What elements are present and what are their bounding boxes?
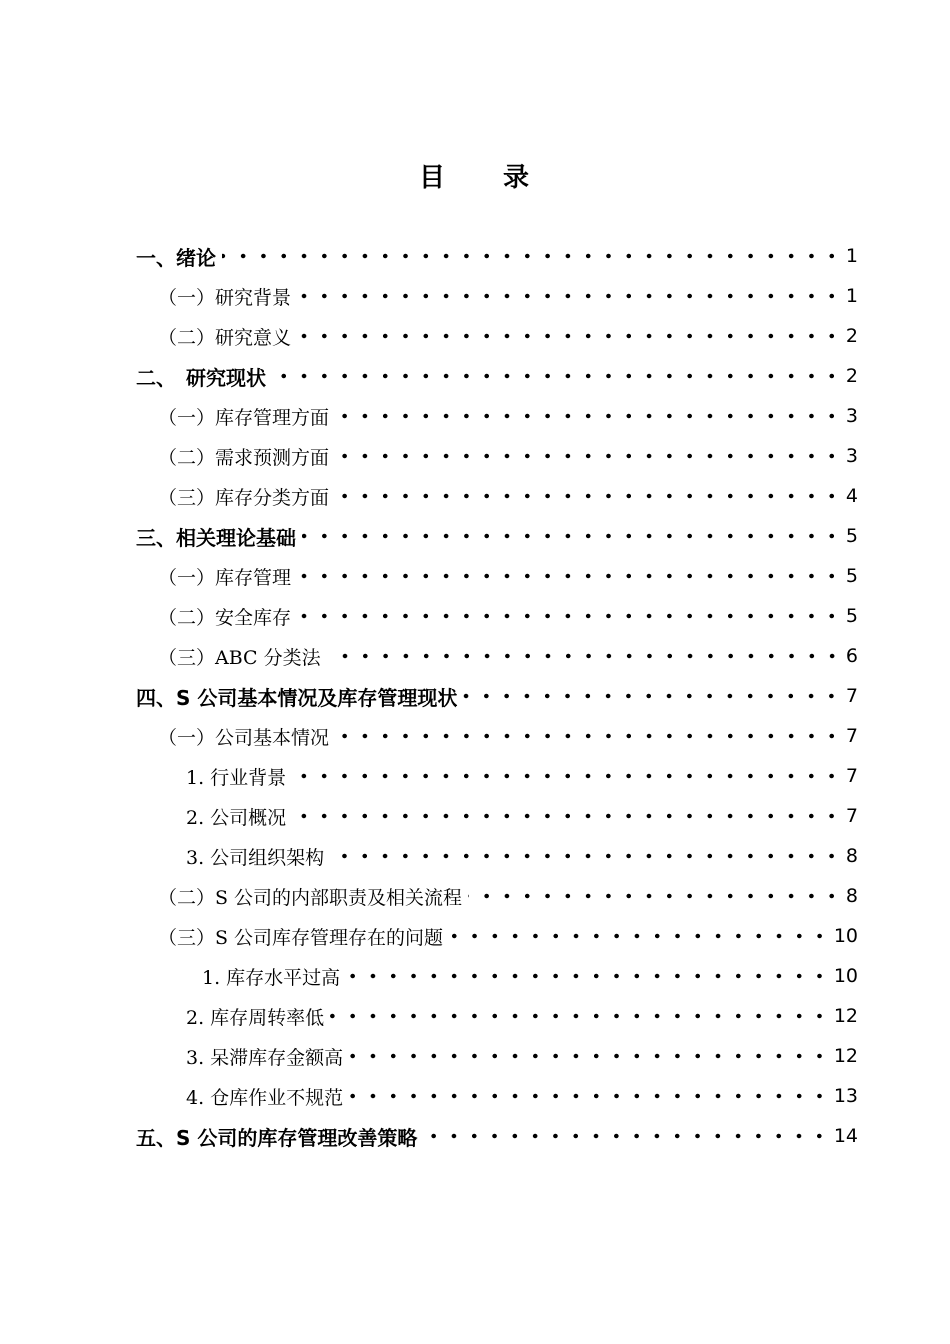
toc-entry-section[interactable] — [136, 876, 858, 916]
toc-page-number: 10 — [833, 925, 858, 947]
dot-leader — [349, 1053, 830, 1059]
toc-page-number: 13 — [833, 1085, 858, 1107]
dot-leader — [297, 333, 842, 339]
toc-entry-label: （三）库存分类方面 — [158, 486, 330, 509]
toc-page-number: 2 — [845, 365, 858, 387]
toc-entry-label: （一）研究背景 — [158, 286, 292, 309]
toc-page-number: 5 — [845, 565, 858, 587]
toc-entry-label: （二）研究意义 — [158, 326, 292, 349]
dot-leader — [272, 373, 842, 379]
toc-entry-label: 五、S 公司的库存管理改善策略 — [136, 1125, 418, 1150]
toc-entry-label: （一）库存管理 — [158, 566, 292, 589]
toc-page-number: 2 — [845, 325, 858, 347]
toc-entry-chapter-3[interactable] — [136, 516, 858, 556]
toc-entry-label: （二）S 公司的内部职责及相关流程 — [158, 886, 463, 909]
toc-entry-label: 3. 呆滞库存金额高 — [186, 1046, 344, 1069]
dot-leader — [297, 613, 842, 619]
dot-leader — [335, 453, 842, 459]
toc-entry-label: 1. 行业背景 — [186, 766, 287, 789]
dot-leader — [449, 933, 830, 939]
toc-page-number: 14 — [833, 1125, 858, 1147]
page-title: 目 录 — [418, 163, 531, 193]
toc-page-number: 12 — [833, 1005, 858, 1027]
toc-entry-section[interactable] — [136, 596, 858, 636]
toc-page-number: 10 — [833, 965, 858, 987]
toc-page-number: 5 — [845, 525, 858, 547]
dot-leader — [330, 1013, 830, 1019]
toc-entry-label: 四、S 公司基本情况及库存管理现状 — [136, 685, 458, 710]
toc-entry-label: （一）公司基本情况 — [158, 726, 330, 749]
toc-page-number: 3 — [845, 445, 858, 467]
toc-page-number: 12 — [833, 1045, 858, 1067]
toc-page-number: 4 — [845, 485, 858, 507]
toc-entry-subsection[interactable] — [136, 956, 858, 996]
toc-entry-label: 一、绪论 — [136, 245, 216, 270]
dot-leader — [468, 893, 842, 899]
toc-entry-section[interactable] — [136, 436, 858, 476]
toc-page-number: 7 — [845, 765, 858, 787]
toc-page-number: 1 — [845, 245, 858, 267]
toc-page-number: 7 — [845, 685, 858, 707]
table-of-contents — [136, 236, 858, 1156]
toc-entry-label: 三、相关理论基础 — [136, 525, 296, 550]
toc-entry-label: （三）ABC 分类法 — [158, 646, 321, 669]
dot-leader — [327, 653, 842, 659]
toc-page-number: 7 — [845, 805, 858, 827]
toc-entry-section[interactable] — [136, 276, 858, 316]
toc-entry-label: （二）需求预测方面 — [158, 446, 330, 469]
dot-leader — [297, 293, 842, 299]
toc-entry-section[interactable] — [136, 396, 858, 436]
toc-entry-subsection[interactable] — [136, 756, 858, 796]
toc-page-number: 8 — [845, 885, 858, 907]
toc-entry-section[interactable] — [136, 916, 858, 956]
toc-entry-label: 1. 库存水平过高 — [202, 966, 341, 989]
toc-page-number: 6 — [845, 645, 858, 667]
toc-entry-section[interactable] — [136, 476, 858, 516]
dot-leader — [463, 693, 842, 699]
toc-entry-chapter-4[interactable] — [136, 676, 858, 716]
toc-entry-subsection[interactable] — [136, 996, 858, 1036]
dot-leader — [330, 853, 842, 859]
toc-entry-label: （二）安全库存 — [158, 606, 292, 629]
toc-entry-label: 二、 研究现状 — [136, 365, 266, 390]
toc-page-number: 8 — [845, 845, 858, 867]
dot-leader — [423, 1133, 829, 1139]
toc-entry-subsection[interactable] — [136, 796, 858, 836]
toc-entry-label: 3. 公司组织架构 — [186, 846, 325, 869]
toc-entry-section[interactable] — [136, 556, 858, 596]
dot-leader — [349, 1093, 830, 1099]
toc-entry-section[interactable] — [136, 636, 858, 676]
toc-entry-subsection[interactable] — [136, 1076, 858, 1116]
toc-page-number: 7 — [845, 725, 858, 747]
toc-entry-chapter-2[interactable] — [136, 356, 858, 396]
toc-entry-section[interactable] — [136, 316, 858, 356]
toc-entry-chapter-1[interactable] — [136, 236, 858, 276]
dot-leader — [346, 973, 830, 979]
toc-entry-subsection[interactable] — [136, 1036, 858, 1076]
toc-entry-label: 2. 公司概况 — [186, 806, 287, 829]
dot-leader — [297, 573, 842, 579]
toc-page-number: 5 — [845, 605, 858, 627]
dot-leader — [335, 733, 842, 739]
toc-entry-section[interactable] — [136, 716, 858, 756]
toc-page-number: 3 — [845, 405, 858, 427]
dot-leader — [222, 253, 842, 259]
dot-leader — [302, 533, 842, 539]
toc-entry-label: （一）库存管理方面 — [158, 406, 330, 429]
toc-entry-label: 2. 库存周转率低 — [186, 1006, 325, 1029]
toc-entry-label: 4. 仓库作业不规范 — [186, 1086, 344, 1109]
dot-leader — [292, 813, 842, 819]
dot-leader — [292, 773, 842, 779]
toc-entry-chapter-5[interactable] — [136, 1116, 858, 1156]
dot-leader — [335, 413, 842, 419]
toc-page-number: 1 — [845, 285, 858, 307]
toc-entry-subsection[interactable] — [136, 836, 858, 876]
dot-leader — [335, 493, 842, 499]
toc-entry-label: （三）S 公司库存管理存在的问题 — [158, 926, 444, 949]
